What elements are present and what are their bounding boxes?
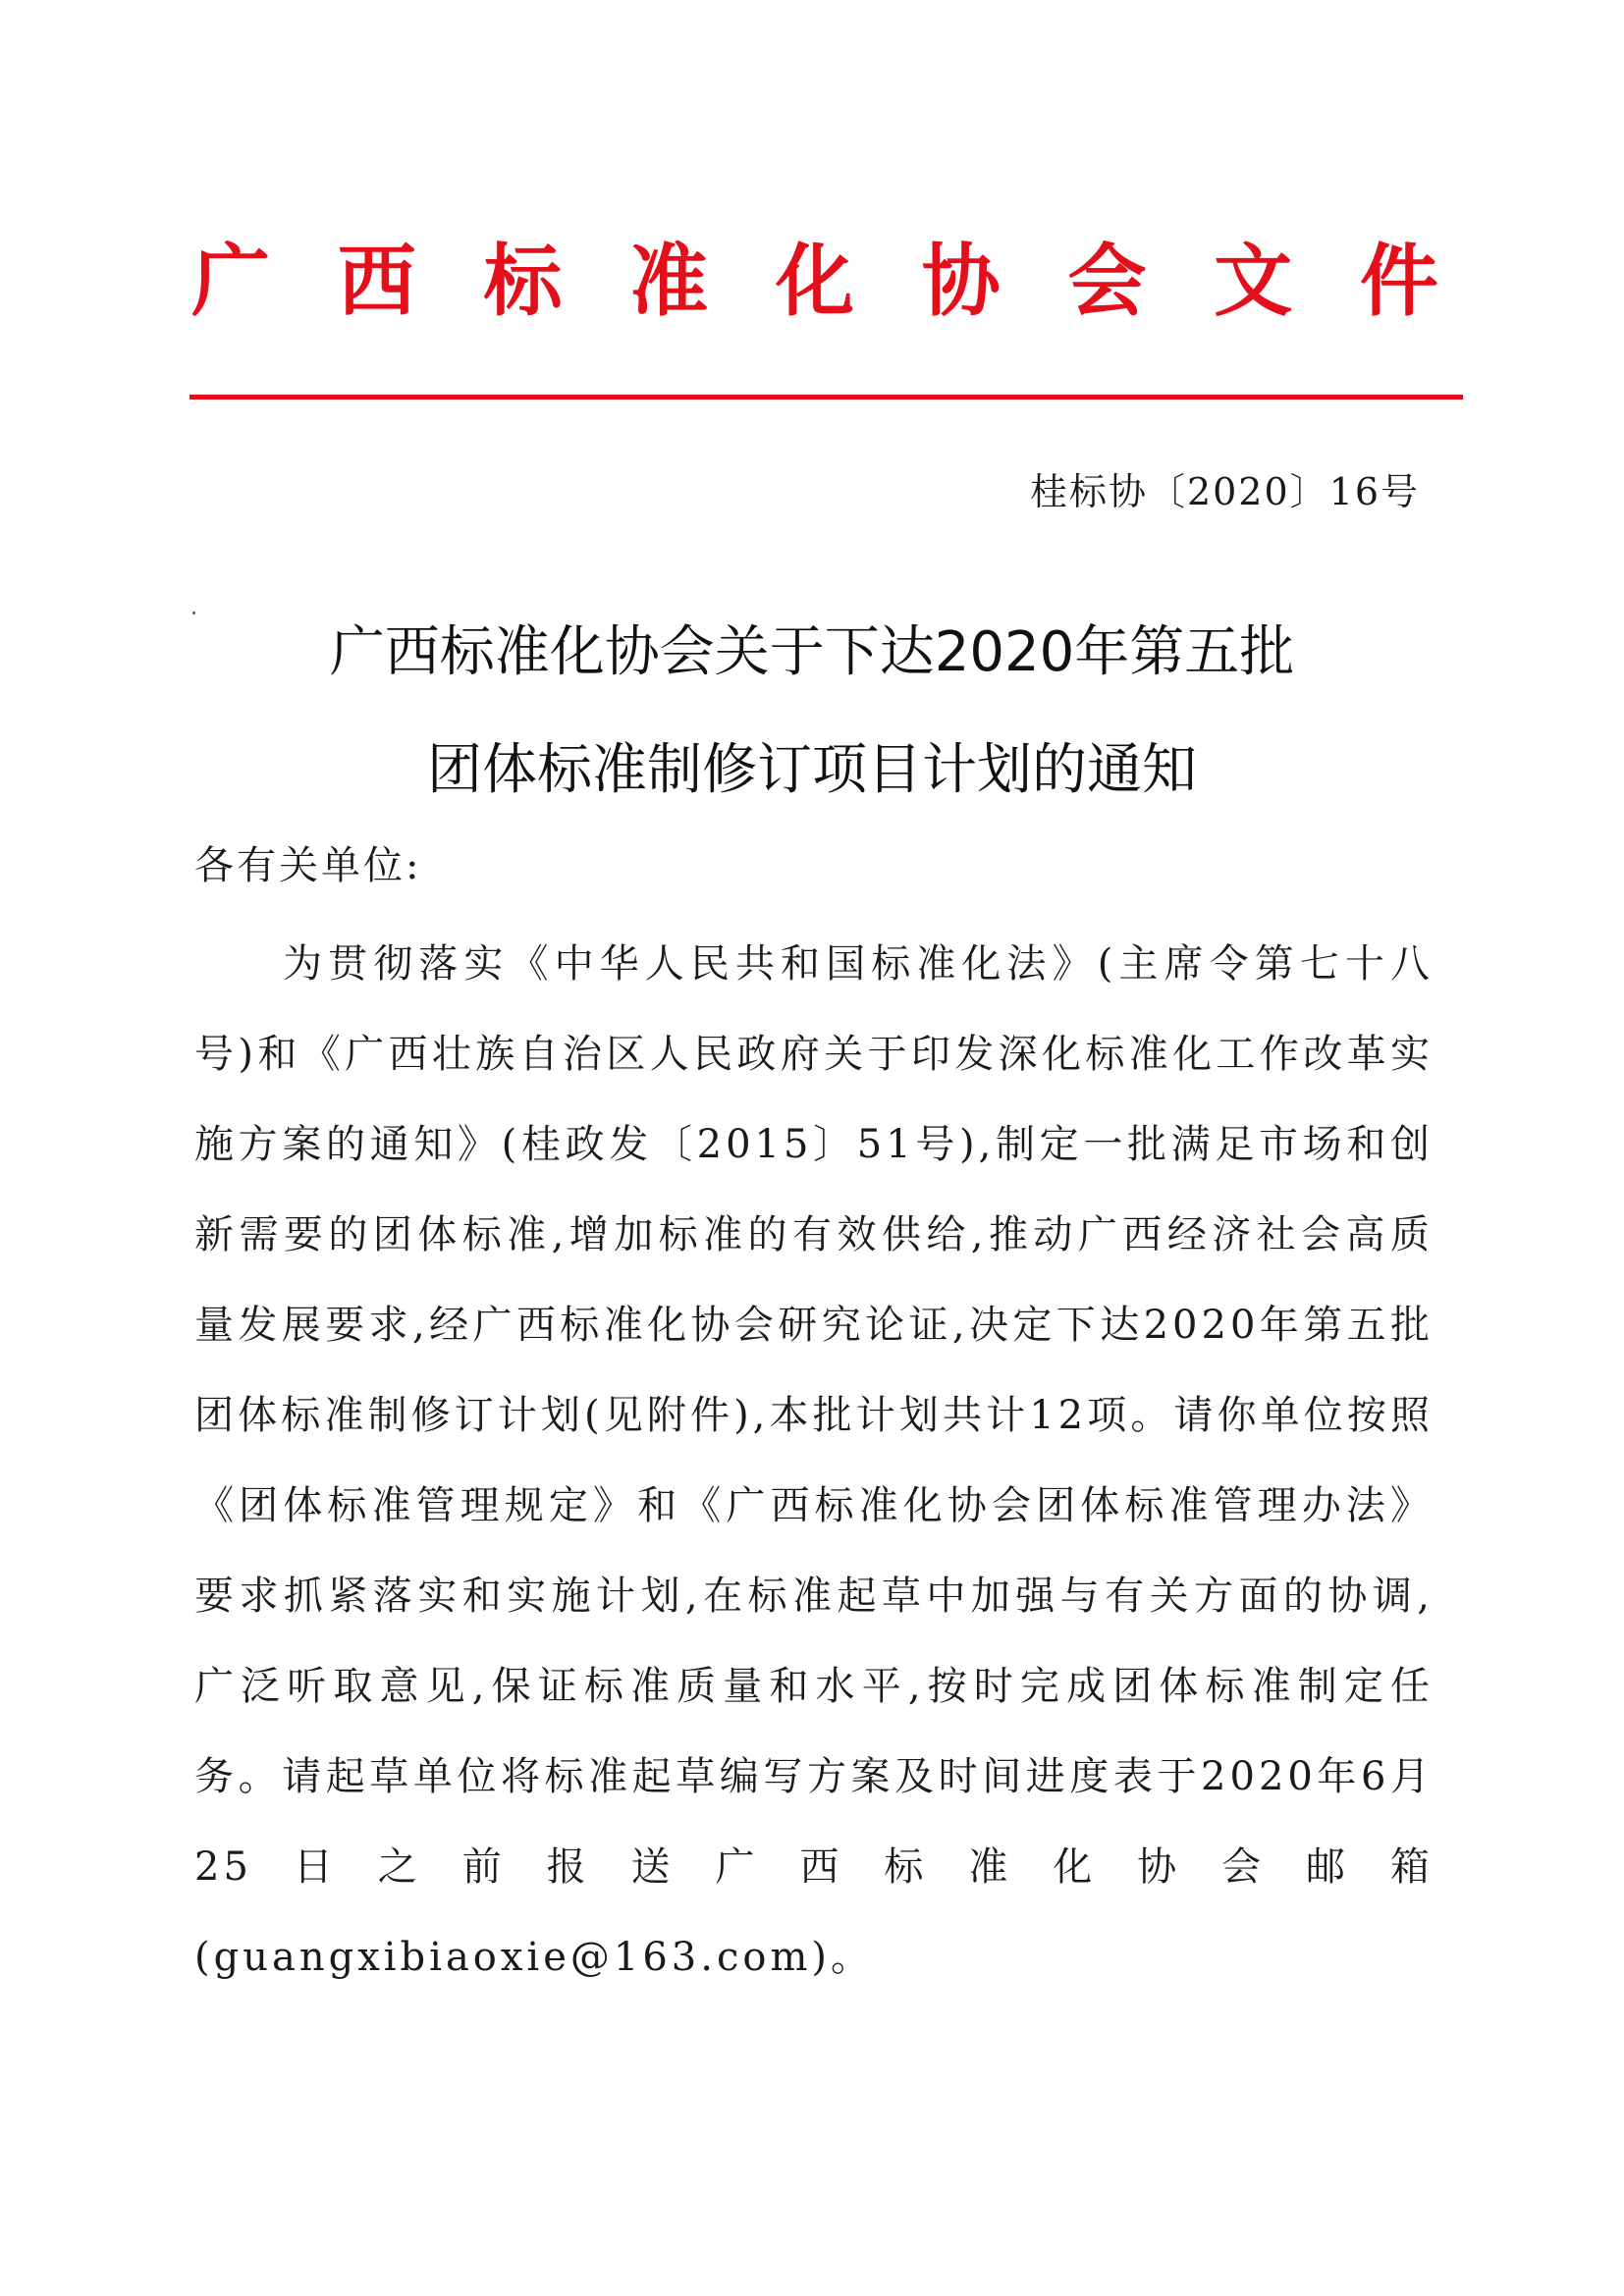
notice-title-line-2: 团体标准制修订项目计划的通知 — [427, 738, 1197, 802]
body-paragraph: 为贯彻落实《中华人民共和国标准化法》(主席令第七十八号)和《广西壮族自治区人民政府关于印发深化标准化工作改革实施方案的通知》(桂政发〔2015〕51号),制定一批满足市场和创新需要的团体标准,增加标准的有效供给,推动广西经济社会高质量发展要求,经广西标准化协会研究论证,决定下达2020年第五批团体标准制修订计划(见附件),本批计划共计12项。请你单位按照《团体标准管理规定》和《广西标准化协会团体标准管理办法》要求抓紧落实和实施计划,在标准起草中加强与有关方面的协调,广泛听取意见,保证标准质量和水平,按时完成团体标准制定任务。请起草单位将标准起草编写方案及时间进度表于2020年6月25日之前报送广西标准化协会邮箱(guangxibiaoxie@163.com)。 — [194, 941, 1434, 1980]
masthead-char: 广 — [191, 236, 270, 327]
masthead-char: 准 — [629, 236, 709, 327]
document-number: 桂标协〔2020〕16号 — [1029, 470, 1420, 513]
salutation: 各有关单位: — [194, 843, 422, 888]
red-divider-line — [189, 395, 1463, 400]
masthead-char: 会 — [1067, 236, 1147, 327]
masthead-char: 件 — [1360, 236, 1438, 327]
masthead-char: 西 — [337, 236, 416, 327]
masthead-char: 协 — [921, 236, 1001, 327]
masthead-char: 标 — [483, 236, 563, 327]
masthead-char: 化 — [776, 236, 854, 327]
notice-title-line-1: 广西标准化协会关于下达2020年第五批 — [329, 620, 1295, 684]
masthead-title — [191, 228, 1438, 336]
masthead-char: 文 — [1214, 236, 1293, 327]
